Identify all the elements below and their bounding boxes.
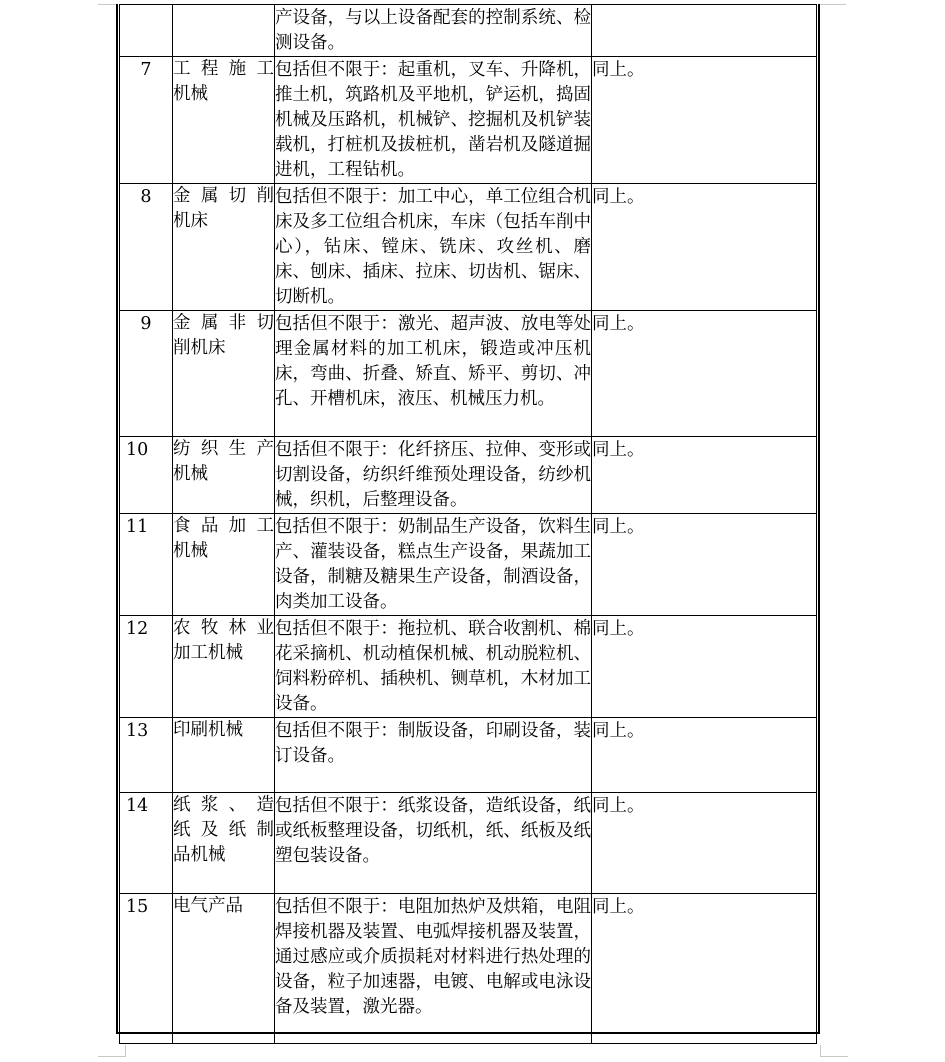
equipment-category-cell [173, 311, 275, 437]
scope-description-cell [275, 437, 592, 514]
equipment-category-line: 农牧林业 [173, 618, 274, 638]
equipment-category-line: 削机床 [173, 338, 226, 358]
remark-text: 同上。 [592, 721, 645, 741]
row-number: 14 [126, 796, 149, 816]
table-row [120, 57, 817, 184]
table-row [120, 514, 817, 616]
row-number-cell [120, 5, 173, 57]
equipment-category-line: 机械 [173, 84, 208, 104]
remark-cell [592, 57, 817, 184]
equipment-category-cell [173, 514, 275, 616]
scope-description-cell [275, 184, 592, 311]
scope-description: 包括但不限于：制版设备，印刷设备，装订设备。 [275, 721, 591, 766]
table-row [120, 793, 817, 894]
remark-cell [592, 5, 817, 57]
table-row [120, 894, 817, 1044]
table-row [120, 311, 817, 437]
scope-description: 包括但不限于：化纤挤压、拉伸、变形或切割设备，纺织纤维预处理设备，纺纱机械，织机，后整理设备。 [275, 440, 591, 510]
remark-cell [592, 616, 817, 718]
equipment-category-line: 金属非切 [173, 313, 274, 333]
scope-description: 包括但不限于：加工中心，单工位组合机床及多工位组合机床，车床（包括车削中心），钻床、镗床、铣床、攻丝机、磨床、刨床、插床、拉床、切齿机、锯床、切断机。 [275, 187, 591, 307]
row-number: 9 [140, 314, 152, 334]
crop-mark [98, 1056, 126, 1057]
remark-text: 同上。 [592, 440, 645, 460]
row-number-cell [120, 57, 173, 184]
equipment-category-line: 机械 [173, 464, 208, 484]
equipment-category-line: 机械 [173, 541, 208, 561]
remark-text: 同上。 [592, 897, 645, 917]
scope-description-cell [275, 311, 592, 437]
table-row [120, 718, 817, 793]
equipment-category-line: 纺织生产 [173, 439, 274, 459]
equipment-category-cell [173, 437, 275, 514]
equipment-category-cell [173, 793, 275, 894]
scope-description: 产设备，与以上设备配套的控制系统、检测设备。 [275, 8, 591, 53]
row-number-cell [120, 718, 173, 793]
crop-mark [820, 1045, 821, 1057]
equipment-category-cell [173, 5, 275, 57]
equipment-category-line: 金属切削 [173, 186, 274, 206]
row-number-cell [120, 616, 173, 718]
row-number: 7 [140, 60, 152, 80]
remark-cell [592, 514, 817, 616]
row-number: 10 [126, 440, 149, 460]
remark-cell [592, 793, 817, 894]
scope-description: 包括但不限于：激光、超声波、放电等处理金属材料的加工机床，锻造或冲压机床，弯曲、折叠、矫直、矫平、剪切、冲孔、开槽机床，液压、机械压力机。 [275, 314, 591, 409]
equipment-category-line: 电气产品 [173, 896, 243, 916]
row-number-cell [120, 311, 173, 437]
equipment-category-cell [173, 894, 275, 1044]
remark-cell [592, 311, 817, 437]
scope-description-cell [275, 5, 592, 57]
row-number: 11 [126, 517, 149, 537]
equipment-category-line: 机床 [173, 211, 208, 231]
remark-text: 同上。 [592, 796, 645, 816]
remark-text: 同上。 [592, 314, 645, 334]
scope-description: 包括但不限于：电阻加热炉及烘箱，电阻焊接机器及装置、电弧焊接机器及装置，通过感应或介质损耗对材料进行热处理的设备，粒子加速器，电镀、电解或电泳设备及装置，激光器。 [275, 897, 591, 1017]
row-number: 15 [126, 897, 149, 917]
table-row [120, 616, 817, 718]
row-number: 13 [126, 721, 149, 741]
scope-description-cell [275, 57, 592, 184]
equipment-category-line: 食品加工 [173, 516, 274, 536]
table-row [120, 437, 817, 514]
remark-text [592, 5, 816, 6]
row-number: 8 [140, 187, 152, 207]
row-number-cell [120, 437, 173, 514]
scope-description-cell [275, 616, 592, 718]
crop-mark [98, 4, 116, 5]
equipment-category-line: 纸浆、造 [173, 795, 274, 815]
scope-description: 包括但不限于：纸浆设备，造纸设备，纸或纸板整理设备，切纸机，纸、纸板及纸塑包装设备。 [275, 796, 591, 866]
scope-description: 包括但不限于：起重机，叉车、升降机，推土机，筑路机及平地机，铲运机，捣固机械及压路机，机械铲、挖掘机及机铲装载机，打桩机及拔桩机，凿岩机及隧道掘进机，工程钻机。 [275, 60, 591, 180]
scope-description-cell [275, 793, 592, 894]
remark-text: 同上。 [592, 619, 645, 639]
remark-text: 同上。 [592, 187, 645, 207]
remark-text: 同上。 [592, 517, 645, 537]
equipment-category-cell [173, 718, 275, 793]
crop-mark [125, 1045, 126, 1057]
row-number [120, 5, 172, 6]
remark-text: 同上。 [592, 60, 645, 80]
equipment-category-cell [173, 57, 275, 184]
row-number-cell [120, 793, 173, 894]
remark-cell [592, 437, 817, 514]
equipment-category-cell [173, 616, 275, 718]
table-row [120, 184, 817, 311]
remark-cell [592, 184, 817, 311]
table-row-continuation [120, 5, 817, 57]
equipment-category-line: 加工机械 [173, 643, 243, 663]
equipment-category-line: 工程施工 [173, 59, 274, 79]
equipment-category-line: 印刷机械 [173, 720, 243, 740]
equipment-category-line: 纸及纸制 [173, 820, 274, 840]
row-number-cell [120, 184, 173, 311]
scope-description-cell [275, 894, 592, 1044]
row-number-cell [120, 894, 173, 1044]
row-number: 12 [126, 619, 149, 639]
equipment-category-line: 品机械 [173, 845, 226, 865]
remark-cell [592, 718, 817, 793]
scope-description: 包括但不限于：拖拉机、联合收割机、棉花采摘机、机动植保机械、机动脱粒机、饲料粉碎机、插秧机、铡草机，木材加工设备。 [275, 619, 591, 714]
crop-mark [820, 4, 846, 5]
equipment-table [119, 4, 817, 1044]
scope-description: 包括但不限于：奶制品生产设备，饮料生产、灌装设备，糕点生产设备，果蔬加工设备，制糖及糖果生产设备，制酒设备，肉类加工设备。 [275, 517, 591, 612]
remark-cell [592, 894, 817, 1044]
row-number-cell [120, 514, 173, 616]
crop-mark [820, 1056, 848, 1057]
scope-description-cell [275, 718, 592, 793]
scope-description-cell [275, 514, 592, 616]
equipment-category-cell [173, 184, 275, 311]
